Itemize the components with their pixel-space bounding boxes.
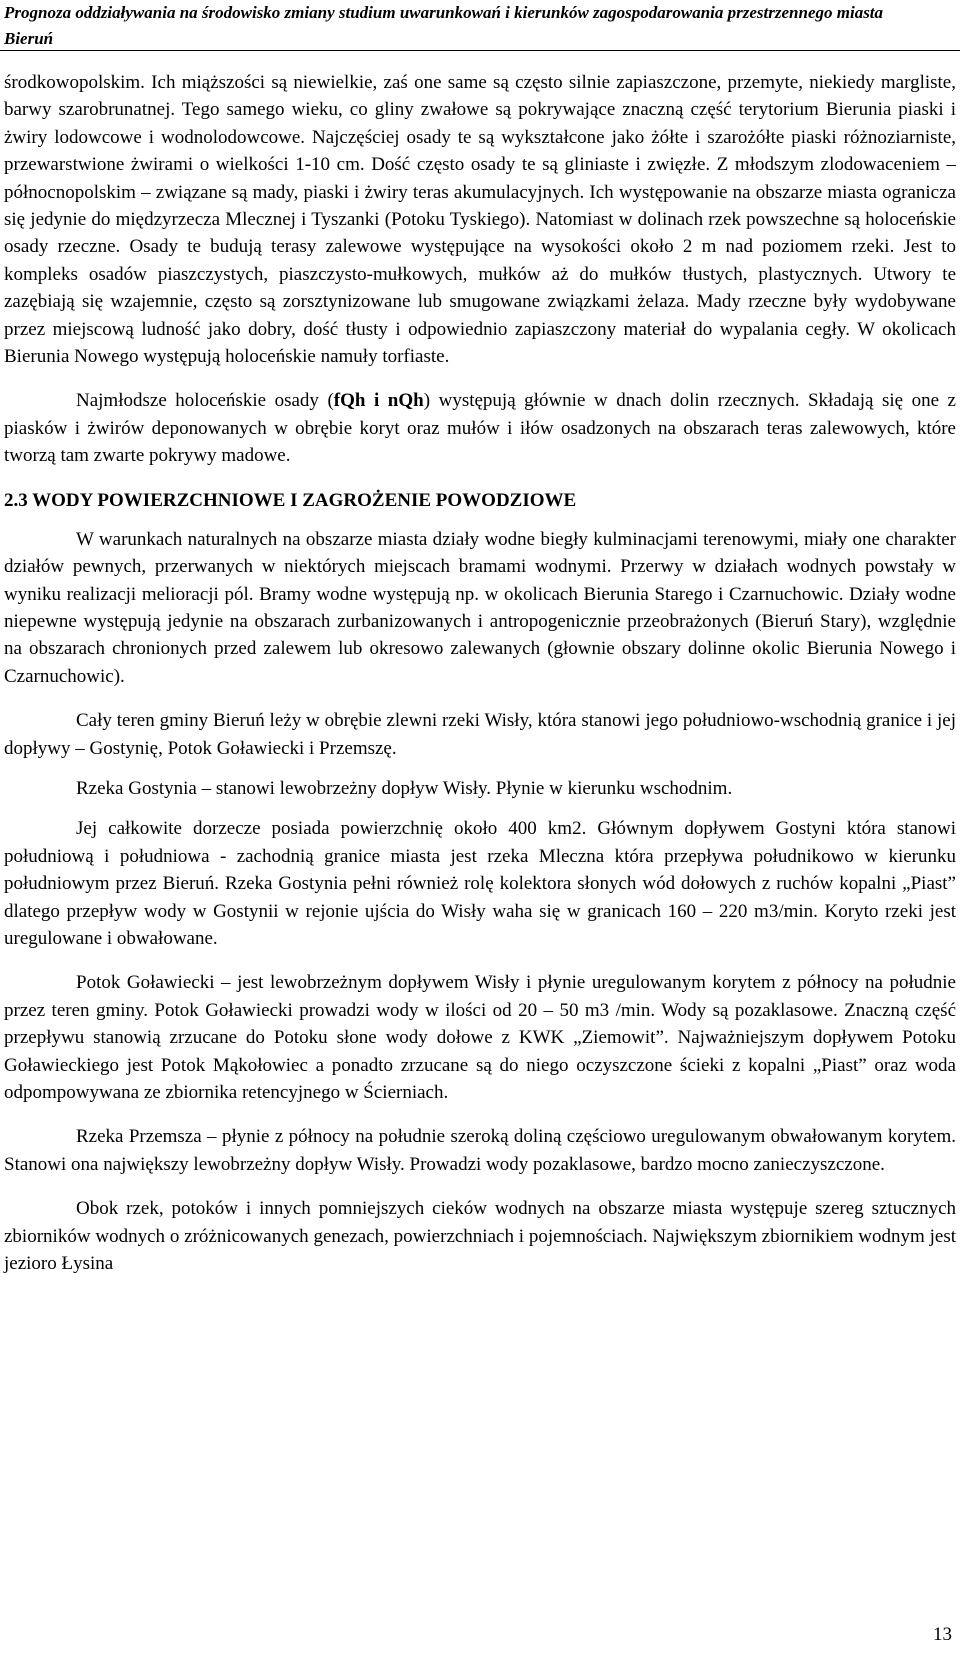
paragraph-water-divides: W warunkach naturalnych na obszarze miasta działy wodne biegły kulminacjami terenowymi, miały one charakter działów pewnych, przerwanych w niektórych miejscach bramami wodnymi. Przerwy w działach wodnych powstały w wyniku realizacji melioracji pól. Bramy wodne występują np. w okolicach Bierunia Starego i Czarnuchowic. Działy wodne niepewne występują jedynie na obszarach zurbanizowanych i antropogenicznie przeobrażonych (Bieruń Stary), względnie na obszarach chronionych przed zalewem lub okresowo zalewanych (głownie obszary dolinne okolic Bierunia Nowego i Czarnuchowic). <box>4 528 956 687</box>
paragraph-gostynia-basin: Jej całkowite dorzecze posiada powierzchnię około 400 km2. Głównym dopływem Gostyni która stanowi południową i południowa - zachodnią granice miasta jest rzeka Mleczna która przepływa południkowo w kierunku południowym przez Bieruń. Rzeka Gostynia pełni również rolę kolektora słonych wód dołowych z ruchów kopalni „Piast” dlatego przepływ wody w Gostynii w rejonie ujścia do Wisły waha się w granicach 160 – 220 m3/min. Koryto rzeki jest uregulowane i obwałowane. <box>4 818 956 949</box>
paragraph-reservoirs: Obok rzek, potoków i innych pomniejszych cieków wodnych na obszarze miasta występuje szereg sztucznych zbiorników wodnych o zróżnicowanych genezach, powierzchniach i pojemnościach. Największym zbiornikiem wodnym jest jezioro Łysina <box>4 1198 956 1275</box>
formation-code: fQh i nQh <box>333 390 424 412</box>
document-title: Prognoza oddziaływania na środowisko zmiany studium uwarunkowań i kierunków zagospodarowania przestrzennego miasta Bieruń <box>4 3 884 48</box>
page-number: 13 <box>933 1624 952 1645</box>
paragraph-geology-continued: środkowopolskim. Ich miąższości są niewielkie, zaś one same są często silnie zapiaszczone, przemyte, niekiedy margliste, barwy szarobrunatnej. Tego samego wieku, co gliny zwałowe są pokrywające znaczną część terytorium Bierunia piaski i żwiry lodowcowe i wodnolodowcowe. Najczęściej osady te są wykształcone jako żółte i szarożółte piaski różnoziarniste, przewarstwione żwirami o wielkości 1-10 cm. Dość często osady te są gliniaste i zwięzłe. Z młodszym zlodowaceniem – północnopolskim – związane są mady, piaski i żwiry teras akumulacyjnych. Ich występowanie na obszarze miasta ogranicza się jedynie do międzyrzecza Mlecznej i Tyszanki (Potoku Tyskiego). Natomiast w dolinach rzek powszechne są holoceńskie osady rzeczne. Osady te budują terasy zalewowe występujące na wysokości około 2 m nad poziomem rzeki. Jest to kompleks osadów piaszczystych, piaszczysto-mułkowych, mułków aż do mułków tłustych, plastycznych. Utwory te zazębiają się wzajemnie, często są zorsztynizowane lub smugowane związkami żelaza. Mady rzeczne były wydobywane przez miejscową ludność jako dobry, dość tłusty i odpowiednio zapiaszczony materiał do wypalania cegły. W okolicach Bierunia Nowego występują holoceńskie namuły torfiaste. <box>4 72 956 368</box>
paragraph-text-end: ) występują głównie w dnach dolin rzecznych. Składają się one z piasków i żwirów deponowanych w obrębie koryt oraz mułów i iłów osadzonych na obszarach teras zalewowych, które tworzą tam zwarte pokrywy madowe. <box>4 390 956 467</box>
header-divider <box>0 50 960 51</box>
section-heading: 2.3 WODY POWIERZCHNIOWE I ZAGROŻENIE POWODZIOWE <box>4 489 577 511</box>
document-body <box>4 69 956 1294</box>
page-header <box>4 0 934 52</box>
paragraph-gostynia-intro: Rzeka Gostynia – stanowi lewobrzeżny dopływ Wisły. Płynie w kierunku wschodnim. <box>76 777 733 799</box>
paragraph-text-start: Najmłodsze holoceńskie osady ( <box>76 390 334 412</box>
paragraph-youngest-deposits <box>4 387 956 469</box>
paragraph-przemsza-river: Rzeka Przemsza – płynie z północy na południe szeroką doliną częściowo uregulowanym obwałowanym korytem. Stanowi ona największy lewobrzeżny dopływ Wisły. Prowadzi wody pozaklasowe, bardzo mocno zanieczyszczone. <box>4 1126 956 1175</box>
paragraph-golawiecki-stream: Potok Goławiecki – jest lewobrzeżnym dopływem Wisły i płynie uregulowanym korytem z północy na południe przez teren gminy. Potok Goławiecki prowadzi wody w ilości od 20 – 50 m3 /min. Wody są pozaklasowe. Znaczną część przepływu stanowią zrzucane do Potoku słone wody dołowe z KWK „Ziemowit”. Najważniejszym dopływem Potoku Goławieckiego jest Potok Mąkołowiec a ponadto zrzucane są do niego oczyszczone ścieki z kopalni „Piast” oraz woda odpompowywana ze zbiornika retencyjnego w Ścierniach. <box>4 972 956 1103</box>
paragraph-catchment: Cały teren gminy Bieruń leży w obrębie zlewni rzeki Wisły, która stanowi jego południowo-wschodnią granice i jej dopływy – Gostynię, Potok Goławiecki i Przemszę. <box>4 710 956 759</box>
